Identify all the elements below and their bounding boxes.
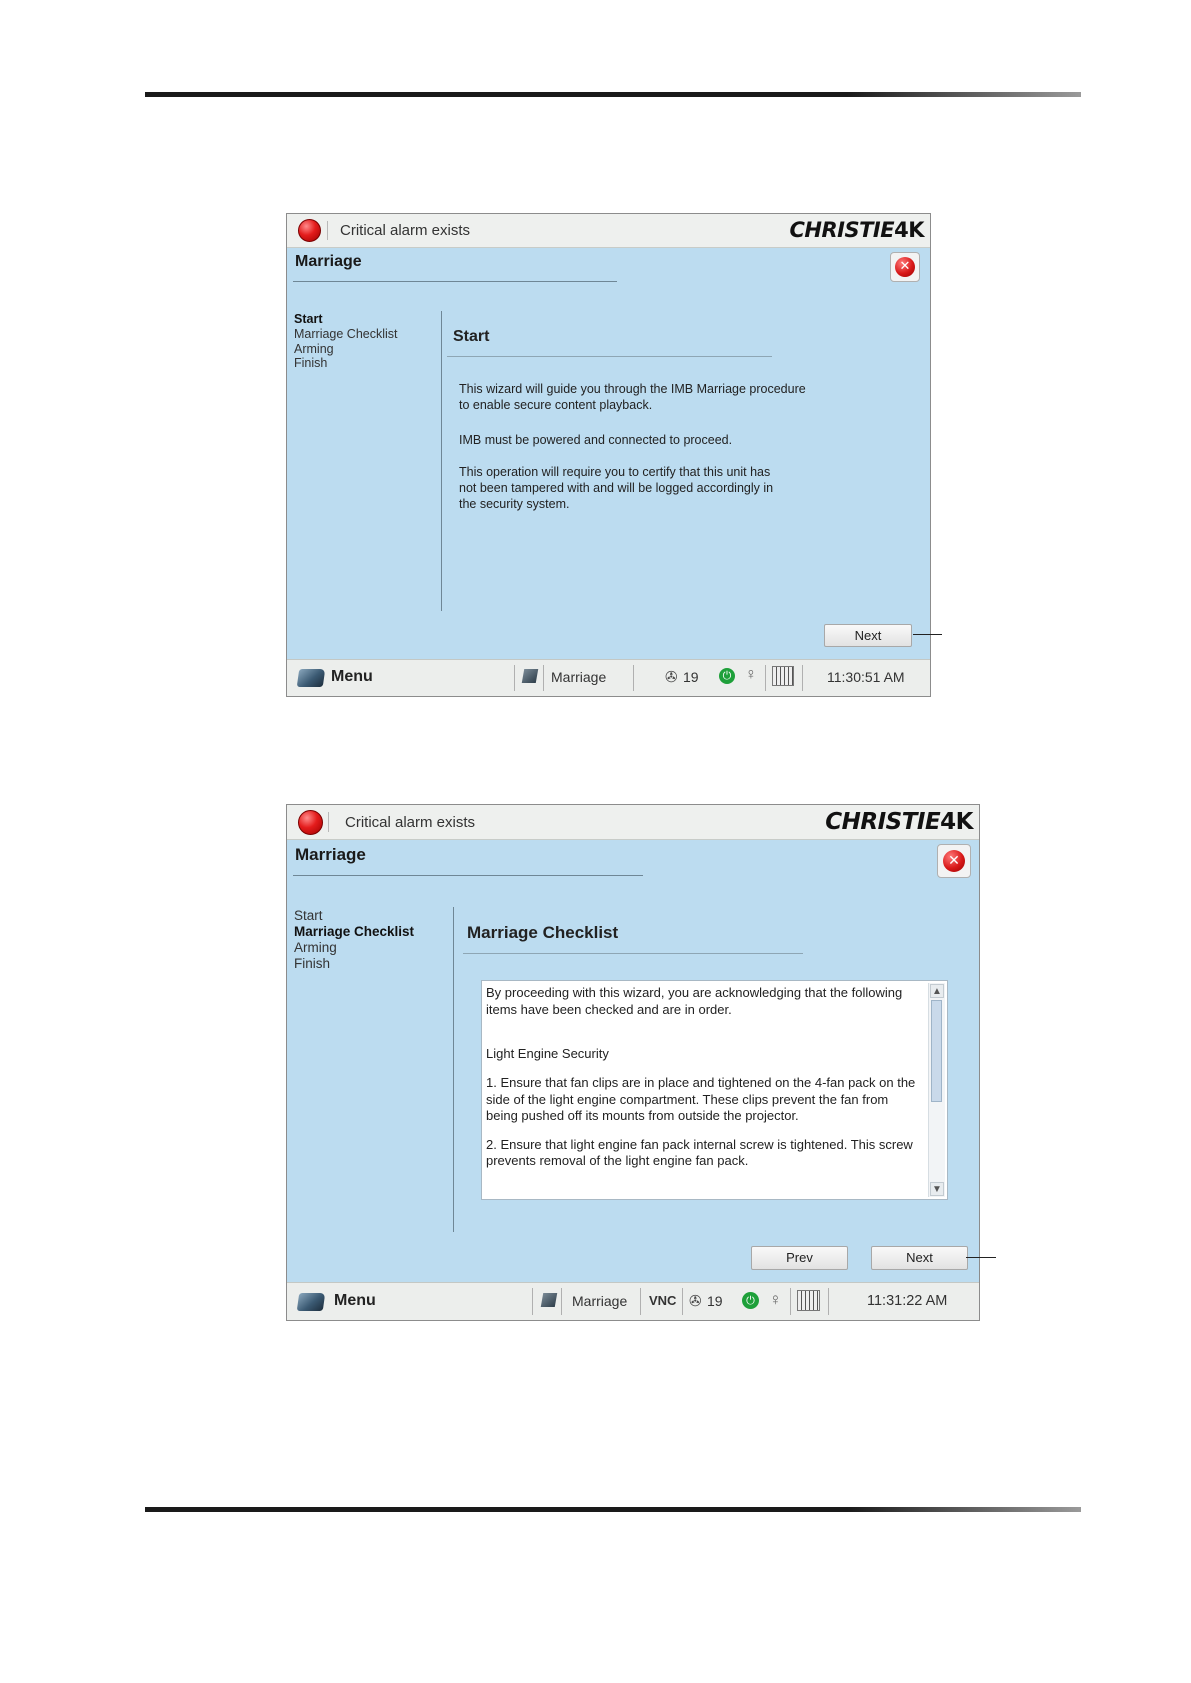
active-task-marriage[interactable]: Marriage xyxy=(551,669,607,685)
title-bar xyxy=(287,805,979,840)
step-title: Marriage Checklist xyxy=(467,923,619,942)
intro-paragraph: This wizard will guide you through the IMB Marriage procedure to enable secure content playback. xyxy=(459,382,806,413)
lamp-icon[interactable]: ♀ xyxy=(745,666,757,683)
next-button[interactable]: Next xyxy=(871,1246,968,1270)
step-arming[interactable]: Arming xyxy=(294,341,334,356)
scroll-up-button[interactable]: ▲ xyxy=(930,984,944,998)
step-marriage-checklist[interactable]: Marriage Checklist xyxy=(294,326,398,341)
step-title-underline xyxy=(463,953,803,954)
brand-suffix: 4K xyxy=(894,218,924,242)
taskbar xyxy=(287,659,930,696)
wizard-title-underline xyxy=(293,281,617,282)
network-icon[interactable] xyxy=(772,666,794,686)
alarm-status-text[interactable]: Critical alarm exists xyxy=(345,814,476,831)
step-start[interactable]: Start xyxy=(294,312,323,326)
title-separator xyxy=(327,221,328,240)
taskbar-separator xyxy=(633,665,634,691)
task-icon xyxy=(522,669,538,683)
alarm-status-text[interactable]: Critical alarm exists xyxy=(340,222,471,239)
step-finish[interactable]: Finish xyxy=(294,955,331,971)
close-button[interactable] xyxy=(937,844,971,878)
requirement-paragraph: IMB must be powered and connected to proceed. xyxy=(459,432,733,447)
screenshot-start-step xyxy=(286,213,931,697)
taskbar-separator xyxy=(765,665,766,691)
menu-button[interactable]: Menu xyxy=(334,1292,376,1309)
ok-status-icon[interactable]: ⏻ xyxy=(742,1292,759,1309)
fan-icon: ✇ xyxy=(665,669,678,686)
clock: 11:30:51 AM xyxy=(827,669,905,685)
page-bottom-rule xyxy=(145,1507,1081,1512)
screenshot-marriage-checklist-step xyxy=(286,804,980,1321)
projector-menu-icon[interactable] xyxy=(297,1293,326,1311)
step-start[interactable]: Start xyxy=(294,908,323,923)
wizard-title: Marriage xyxy=(295,253,362,270)
fan-count[interactable]: 19 xyxy=(707,1293,723,1309)
alarm-icon[interactable] xyxy=(298,219,321,242)
taskbar-separator xyxy=(790,1288,791,1315)
fan-icon: ✇ xyxy=(689,1293,702,1310)
title-separator xyxy=(328,812,329,832)
step-arming[interactable]: Arming xyxy=(294,939,337,955)
step-title: Start xyxy=(453,328,490,345)
prev-button[interactable]: Prev xyxy=(751,1246,848,1270)
checklist-item-1: 1. Ensure that fan clips are in place and tightened on the 4-fan pack on the side of the light engine compartment. These clips prevent the fan from being pushed off its mounts from outside the projector. xyxy=(486,1074,916,1124)
close-icon: ✕ xyxy=(895,257,915,277)
steps-divider xyxy=(441,311,442,611)
steps-divider xyxy=(453,907,454,1232)
step-marriage-checklist[interactable]: Marriage Checklist xyxy=(294,923,415,939)
christie-logo xyxy=(790,218,924,242)
checklist-textbox[interactable] xyxy=(481,980,948,1200)
taskbar-separator xyxy=(640,1288,641,1315)
certification-paragraph: This operation will require you to certify that this unit has not been tampered with and will be logged accordingly in the security system. xyxy=(459,464,774,512)
brand-suffix: 4K xyxy=(940,809,973,835)
active-task-marriage[interactable]: Marriage xyxy=(572,1293,628,1309)
alarm-icon[interactable] xyxy=(298,810,323,835)
page-top-rule xyxy=(145,92,1081,97)
taskbar-separator xyxy=(532,1288,533,1315)
wizard-title-underline xyxy=(293,875,643,876)
ok-status-icon[interactable]: ⏻ xyxy=(719,668,735,684)
fan-count[interactable]: 19 xyxy=(683,669,699,685)
checklist-section-heading: Light Engine Security xyxy=(486,1046,609,1062)
taskbar-separator xyxy=(514,665,515,691)
menu-button[interactable]: Menu xyxy=(331,668,373,685)
network-icon[interactable] xyxy=(797,1290,820,1311)
brand-name: CHRISTIE xyxy=(825,809,941,835)
taskbar-separator xyxy=(561,1288,562,1315)
close-icon: ✕ xyxy=(943,850,965,872)
scroll-thumb[interactable] xyxy=(931,1000,942,1102)
scroll-down-button[interactable]: ▼ xyxy=(930,1182,944,1196)
wizard-steps-nav xyxy=(294,312,398,371)
step-finish[interactable]: Finish xyxy=(294,356,328,371)
taskbar xyxy=(287,1282,979,1320)
taskbar-separator xyxy=(543,665,544,691)
christie-logo xyxy=(825,809,973,835)
title-bar xyxy=(287,214,930,248)
wizard-title: Marriage xyxy=(295,845,366,864)
checklist-intro: By proceeding with this wizard, you are acknowledging that the following items have been checked and are in order. xyxy=(486,985,903,1017)
lamp-icon[interactable]: ♀ xyxy=(769,1290,782,1309)
checklist-scrollbar[interactable] xyxy=(928,983,945,1197)
vnc-indicator[interactable]: VNC xyxy=(649,1293,677,1308)
callout-line xyxy=(913,634,942,635)
wizard-steps-nav xyxy=(294,908,414,972)
step-title-underline xyxy=(447,356,772,357)
projector-menu-icon[interactable] xyxy=(297,669,326,687)
taskbar-separator xyxy=(828,1288,829,1315)
wizard-description xyxy=(459,381,819,513)
checklist-content xyxy=(486,985,921,1182)
close-button[interactable] xyxy=(890,252,920,282)
task-icon xyxy=(541,1293,557,1307)
taskbar-separator xyxy=(802,665,803,691)
next-button[interactable]: Next xyxy=(824,624,912,647)
clock: 11:31:22 AM xyxy=(867,1293,948,1309)
callout-line xyxy=(966,1257,996,1258)
checklist-item-2: 2. Ensure that light engine fan pack internal screw is tightened. This screw prevents removal of the light engine fan pack. xyxy=(486,1136,913,1169)
taskbar-separator xyxy=(682,1288,683,1315)
brand-name: CHRISTIE xyxy=(789,218,895,242)
